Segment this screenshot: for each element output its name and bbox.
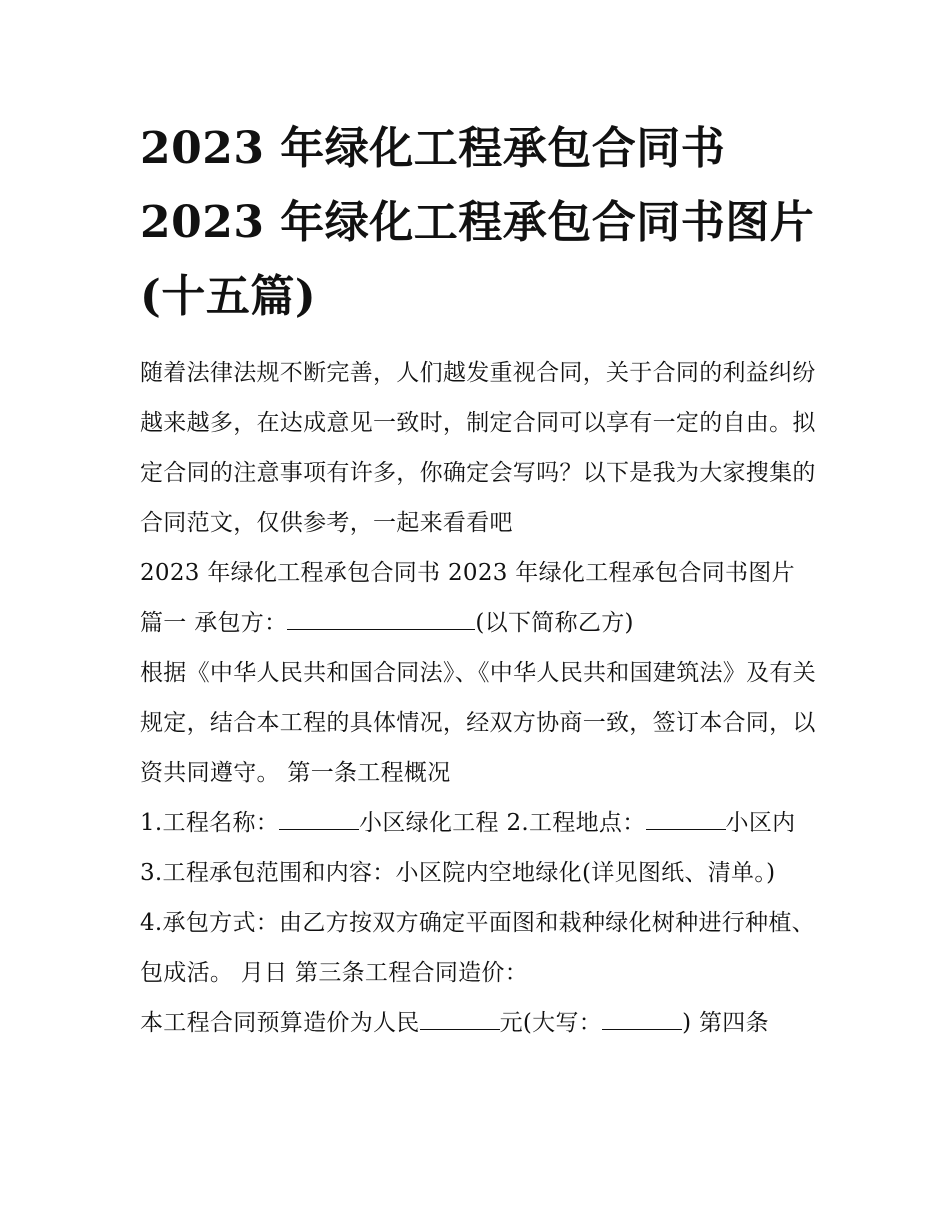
basis-paragraph: 根据《中华人民共和国合同法》、《中华人民共和国建筑法》及有关规定，结合本工程的具体情况，经双方协商一致，签订本合同，以资共同遵守。 第一条工程概况 bbox=[140, 660, 816, 786]
subtitle-paragraph: 2023 年绿化工程承包合同书 2023 年绿化工程承包合同书图片 bbox=[140, 560, 795, 586]
price-uppercase-label: 元(大写： bbox=[499, 1010, 603, 1036]
price-amount-blank bbox=[420, 1013, 500, 1030]
project-name-label: 1.工程名称： bbox=[140, 810, 280, 836]
document-title: 2023 年绿化工程承包合同书 2023 年绿化工程承包合同书图片(十五篇) bbox=[140, 123, 815, 322]
price-uppercase-blank bbox=[602, 1013, 682, 1030]
price-label: 本工程合同预算造价为人民 bbox=[140, 1010, 420, 1036]
contractor-suffix: (以下简称乙方) bbox=[475, 610, 634, 636]
contract-price-paragraph bbox=[140, 998, 820, 1048]
project-location-blank bbox=[646, 813, 726, 830]
document-content bbox=[140, 112, 820, 1048]
contractor-blank bbox=[287, 613, 475, 630]
article-four-label: ) 第四条 bbox=[682, 1010, 769, 1036]
contract-method-paragraph: 4.承包方式：由乙方按双方确定平面图和栽种绿化树种进行种植、包成活。 月日 第三条工程合同造价： bbox=[140, 910, 815, 986]
contractor-label: 篇一 承包方： bbox=[140, 610, 288, 636]
project-location-label: 小区绿化工程 2.工程地点： bbox=[359, 810, 646, 836]
contractor-line bbox=[140, 598, 820, 648]
intro-paragraph: 随着法律法规不断完善，人们越发重视合同，关于合同的利益纠纷越来越多，在达成意见一致时，制定合同可以享有一定的自由。拟定合同的注意事项有许多，你确定会写吗？以下是我为大家搜集的合同范文，仅供参考，一起来看看吧 bbox=[140, 360, 816, 536]
project-scope-text: 小区内 3.工程承包范围和内容：小区院内空地绿化(详见图纸、清单。) bbox=[140, 810, 796, 886]
project-name-blank bbox=[279, 813, 359, 830]
project-items-paragraph bbox=[140, 798, 820, 898]
